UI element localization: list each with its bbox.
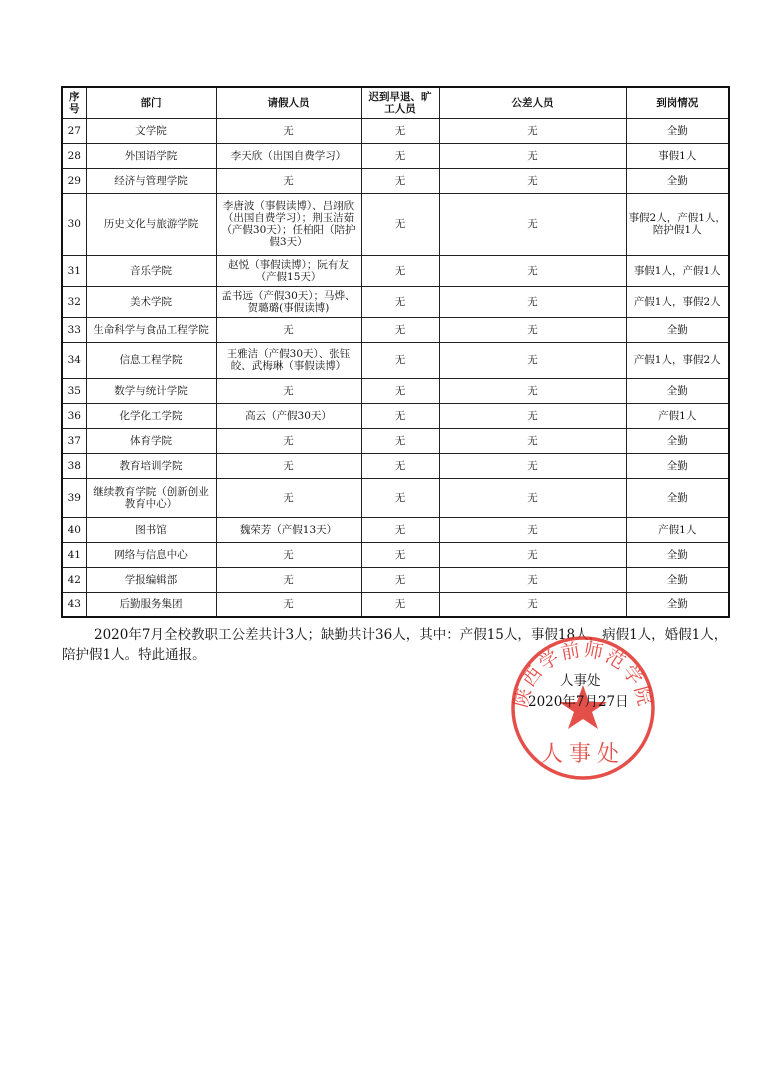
cell-trip: 无 — [439, 193, 626, 255]
cell-trip: 无 — [439, 255, 626, 286]
cell-department: 生命科学与食品工程学院 — [86, 317, 216, 342]
cell-trip: 无 — [439, 286, 626, 317]
cell-late: 无 — [361, 168, 439, 193]
cell-no: 29 — [62, 168, 86, 193]
table-row — [62, 378, 729, 403]
svg-text:陕西学前师范学院: 陕西学前师范学院 — [509, 638, 657, 710]
cell-leave: 无 — [216, 378, 361, 403]
cell-late: 无 — [361, 193, 439, 255]
cell-status: 全勤 — [626, 542, 729, 567]
cell-no: 33 — [62, 317, 86, 342]
cell-late: 无 — [361, 342, 439, 378]
signature-date: 2020年7月27日 — [528, 694, 629, 710]
cell-leave: 王雅洁（产假30天）、张钰皎、武梅琳（事假读博） — [216, 342, 361, 378]
cell-no: 41 — [62, 542, 86, 567]
cell-no: 40 — [62, 517, 86, 542]
table-row — [62, 143, 729, 168]
cell-late: 无 — [361, 286, 439, 317]
table-row — [62, 118, 729, 143]
cell-trip: 无 — [439, 342, 626, 378]
cell-leave: 无 — [216, 317, 361, 342]
cell-late: 无 — [361, 592, 439, 617]
cell-department: 网络与信息中心 — [86, 542, 216, 567]
cell-no: 27 — [62, 118, 86, 143]
cell-department: 体育学院 — [86, 428, 216, 453]
cell-status: 产假1人 — [626, 517, 729, 542]
header-leave: 请假人员 — [216, 87, 361, 118]
cell-no: 32 — [62, 286, 86, 317]
table-row — [62, 255, 729, 286]
cell-department: 教育培训学院 — [86, 453, 216, 478]
cell-status: 全勤 — [626, 378, 729, 403]
cell-trip: 无 — [439, 478, 626, 517]
cell-late: 无 — [361, 255, 439, 286]
cell-trip: 无 — [439, 592, 626, 617]
cell-trip: 无 — [439, 378, 626, 403]
cell-department: 经济与管理学院 — [86, 168, 216, 193]
cell-no: 36 — [62, 403, 86, 428]
cell-no: 34 — [62, 342, 86, 378]
cell-department: 数学与统计学院 — [86, 378, 216, 403]
cell-leave: 无 — [216, 428, 361, 453]
cell-department: 外国语学院 — [86, 143, 216, 168]
cell-no: 28 — [62, 143, 86, 168]
cell-no: 43 — [62, 592, 86, 617]
table-row — [62, 592, 729, 617]
header-trip: 公差人员 — [439, 87, 626, 118]
header-late: 迟到早退、旷工人员 — [361, 87, 439, 118]
table-row — [62, 567, 729, 592]
cell-leave: 无 — [216, 453, 361, 478]
header-department: 部门 — [86, 87, 216, 118]
cell-trip: 无 — [439, 453, 626, 478]
cell-status: 全勤 — [626, 453, 729, 478]
table-row — [62, 517, 729, 542]
cell-late: 无 — [361, 403, 439, 428]
table-row — [62, 542, 729, 567]
cell-status: 全勤 — [626, 317, 729, 342]
table-row — [62, 168, 729, 193]
cell-trip: 无 — [439, 168, 626, 193]
cell-leave: 无 — [216, 567, 361, 592]
cell-status: 事假1人 — [626, 143, 729, 168]
cell-no: 35 — [62, 378, 86, 403]
cell-department: 后勤服务集团 — [86, 592, 216, 617]
cell-leave: 高云（产假30天） — [216, 403, 361, 428]
cell-trip: 无 — [439, 118, 626, 143]
cell-trip: 无 — [439, 143, 626, 168]
cell-leave: 李天欣（出国自费学习） — [216, 143, 361, 168]
summary-text: 2020年7月全校教职工公差共计3人；缺勤共计36人，其中：产假15人，事假18人，病假1人，婚假1人，陪护假1人。特此通报。 — [62, 627, 728, 663]
cell-status: 全勤 — [626, 592, 729, 617]
table-row — [62, 317, 729, 342]
cell-leave: 无 — [216, 478, 361, 517]
table-row — [62, 342, 729, 378]
cell-department: 图书馆 — [86, 517, 216, 542]
cell-late: 无 — [361, 542, 439, 567]
cell-late: 无 — [361, 118, 439, 143]
header-no: 序号 — [62, 87, 86, 118]
cell-status: 全勤 — [626, 478, 729, 517]
svg-text:人事处: 人事处 — [540, 742, 626, 767]
cell-trip: 无 — [439, 403, 626, 428]
cell-late: 无 — [361, 453, 439, 478]
cell-no: 31 — [62, 255, 86, 286]
cell-trip: 无 — [439, 428, 626, 453]
cell-no: 39 — [62, 478, 86, 517]
cell-leave: 无 — [216, 118, 361, 143]
cell-status: 全勤 — [626, 168, 729, 193]
cell-status: 全勤 — [626, 428, 729, 453]
cell-status: 产假1人 — [626, 403, 729, 428]
cell-leave: 无 — [216, 542, 361, 567]
cell-late: 无 — [361, 517, 439, 542]
cell-status: 全勤 — [626, 118, 729, 143]
cell-status: 事假1人，产假1人 — [626, 255, 729, 286]
cell-trip: 无 — [439, 542, 626, 567]
cell-department: 美术学院 — [86, 286, 216, 317]
table-row — [62, 403, 729, 428]
header-status: 到岗情况 — [626, 87, 729, 118]
cell-status: 事假2人，产假1人，陪护假1人 — [626, 193, 729, 255]
cell-department: 化学化工学院 — [86, 403, 216, 428]
cell-department: 信息工程学院 — [86, 342, 216, 378]
cell-no: 42 — [62, 567, 86, 592]
cell-late: 无 — [361, 428, 439, 453]
cell-leave: 魏荣芳（产假13天） — [216, 517, 361, 542]
cell-late: 无 — [361, 143, 439, 168]
table-row — [62, 428, 729, 453]
cell-status: 产假1人，事假2人 — [626, 286, 729, 317]
cell-late: 无 — [361, 567, 439, 592]
cell-trip: 无 — [439, 517, 626, 542]
cell-department: 学报编辑部 — [86, 567, 216, 592]
attendance-table — [61, 86, 730, 618]
cell-no: 37 — [62, 428, 86, 453]
cell-late: 无 — [361, 378, 439, 403]
cell-no: 30 — [62, 193, 86, 255]
cell-status: 产假1人，事假2人 — [626, 342, 729, 378]
cell-trip: 无 — [439, 567, 626, 592]
cell-leave: 无 — [216, 168, 361, 193]
cell-department: 音乐学院 — [86, 255, 216, 286]
cell-late: 无 — [361, 317, 439, 342]
table-header-row — [62, 87, 729, 118]
table-row — [62, 193, 729, 255]
cell-leave: 李唐波（事假读博）、吕翊欣（出国自费学习）；荆玉洁茹（产假30天）；任柏阳（陪护假3天） — [216, 193, 361, 255]
cell-leave: 赵悦（事假读博）；阮有友（产假15天） — [216, 255, 361, 286]
table-row — [62, 453, 729, 478]
cell-late: 无 — [361, 478, 439, 517]
cell-trip: 无 — [439, 317, 626, 342]
signature-org: 人事处 — [560, 673, 601, 689]
table-body — [62, 118, 729, 617]
table-row — [62, 286, 729, 317]
cell-department: 继续教育学院（创新创业教育中心） — [86, 478, 216, 517]
cell-leave: 孟书远（产假30天）；马烨、贺璐璐(事假读博) — [216, 286, 361, 317]
cell-leave: 无 — [216, 592, 361, 617]
cell-no: 38 — [62, 453, 86, 478]
cell-department: 历史文化与旅游学院 — [86, 193, 216, 255]
cell-status: 全勤 — [626, 567, 729, 592]
table-row — [62, 478, 729, 517]
cell-department: 文学院 — [86, 118, 216, 143]
